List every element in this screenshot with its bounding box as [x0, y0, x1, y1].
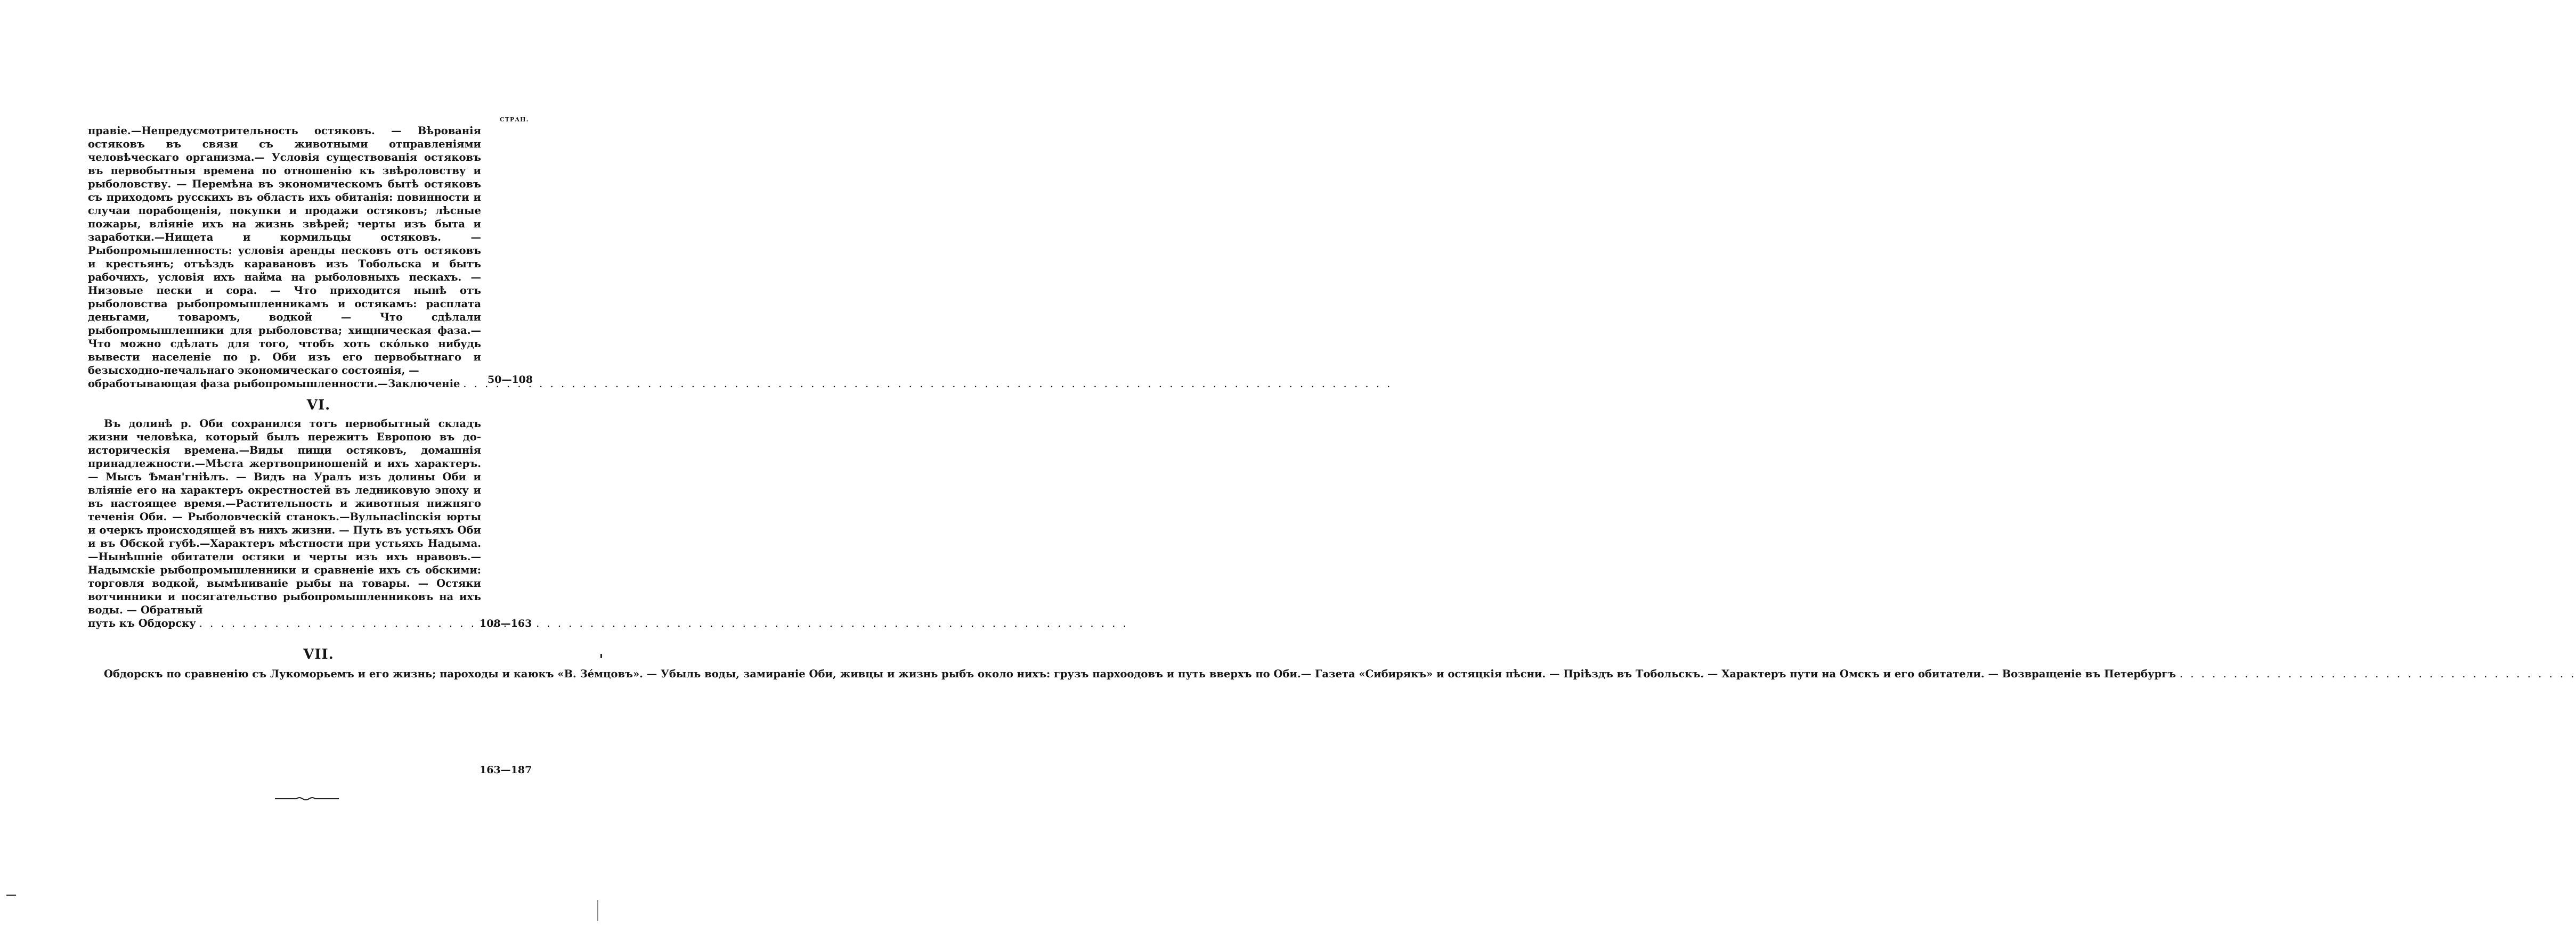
- section-6-numeral: VI.: [306, 397, 331, 413]
- dot-leader: [463, 377, 1392, 390]
- section-6-body: [88, 417, 481, 617]
- ornament-rule: [275, 797, 339, 801]
- section-7-body: [88, 667, 2576, 681]
- section-6-last-text: путь къ Обдорску: [88, 617, 196, 629]
- column-header: СТРАН.: [500, 116, 529, 123]
- section-6-pages: 108—163: [480, 618, 532, 629]
- dot-leader: [199, 617, 1128, 630]
- scan-mark: [597, 900, 598, 921]
- section-5-pages: 50—108: [487, 374, 533, 386]
- scan-mark: [600, 654, 602, 658]
- section-7-pages: 163—187: [480, 764, 532, 776]
- section-5-text: правіе.—Непредусмотрительность остяковъ. — Вѣрованія остяковъ въ связи съ животными отправленіями человѣческаго организма.— Условія существованія остяковъ въ первобытныя времена по отношенію къ звѣроловству и рыболовству. — Перемѣна въ экономическомъ бытѣ остяковъ съ приходомъ русскихъ въ область ихъ обитанія: повинности и случаи порабощенія, покупки и продажи остяковъ; лѣсные пожары, вліяніе ихъ на жизнь звѣрей; черты изъ быта и заработки.—Нищета и кормильцы остяковъ. — Рыбопромышленность: условія аренды песковъ отъ остяковъ и крестьянъ; отъѣздъ каравановъ изъ Тобольска и бытъ рабочихъ, условія ихъ найма на рыболовныхъ пескахъ. — Низовые пески и сора. — Что приходится нынѣ отъ рыболовства рыбопромышленникамъ и остякамъ: расплата деньгами, товаромъ, водкой — Что сдѣлали рыбопромышленники для рыболовства; хищническая фаза.—Что можно сдѣлать для того, чтобъ хоть ско́лько нибудь вывести населеніе по р. Оби изъ его первобытнаго и безысходно-печальнаго экономическаго состоянія, —: [88, 125, 481, 376]
- section-7-text: Обдорскъ по сравненію съ Лукоморьемъ и его жизнь; пароходы и каюкъ «В. Зе́мцовъ». — Убыль воды, замираніе Оби, живцы и жизнь рыбъ около нихъ: грузъ пархоодовъ и путь вверхъ по Оби.— Газета «Сибирякъ» и остяцкія пѣсни. — Пріѣздъ въ Тобольскъ. — Характеръ пути на Омскъ и его обитатели. — Возвращеніе въ Петербургъ: [104, 668, 2176, 680]
- section-6-last-line: [88, 617, 481, 630]
- section-5-last-line: [88, 377, 481, 390]
- section-5-summary: [88, 124, 481, 390]
- section-6-text: Въ долинѣ р. Оби сохранился тотъ первобытный складъ жизни человѣка, который былъ пережитъ Европою въ до-историческія времена.—Виды пищи остяковъ, домашнія принадлежности.—Мѣста жертвоприношеній и ихъ характеръ. — Мысъ Ѣман'гнiѣлъ. — Видъ на Уралъ изъ долины Оби и вліяніе его на характеръ окрестностей въ ледниковую эпоху и въ настоящее время.—Растительность и животныя нижняго теченія Оби. — Рыболовческій станокъ.—Вульпасlinскія юрты и очеркъ происходящей въ нихъ жизни. — Путь въ устьяхъ Оби и въ Обской губѣ.—Характеръ мѣстности при устьяхъ Надыма.—Нынѣшніе обитатели остяки и черты изъ ихъ нравовъ.— Надымскіе рыбопромышленники и сравненіе ихъ съ обскими: торговля водкой, вымѣниваніе рыбы на товары. — Остяки вотчинники и посягательство рыбопромышленниковъ на ихъ воды. — Обратный: [88, 417, 481, 616]
- section-6-summary: [88, 417, 481, 630]
- scan-mark: [6, 895, 16, 896]
- section-5-body: [88, 124, 481, 377]
- dot-leader: . . . . . . . . . . . . . . . . . . . . . . . . . . . . . . . . . . . . .: [2179, 668, 2576, 680]
- section-7-numeral: VII.: [303, 646, 334, 662]
- section-7-summary: [88, 667, 2576, 681]
- section-5-last-text: обработывающая фаза рыбопромышленности.—Заключеніе: [88, 378, 460, 390]
